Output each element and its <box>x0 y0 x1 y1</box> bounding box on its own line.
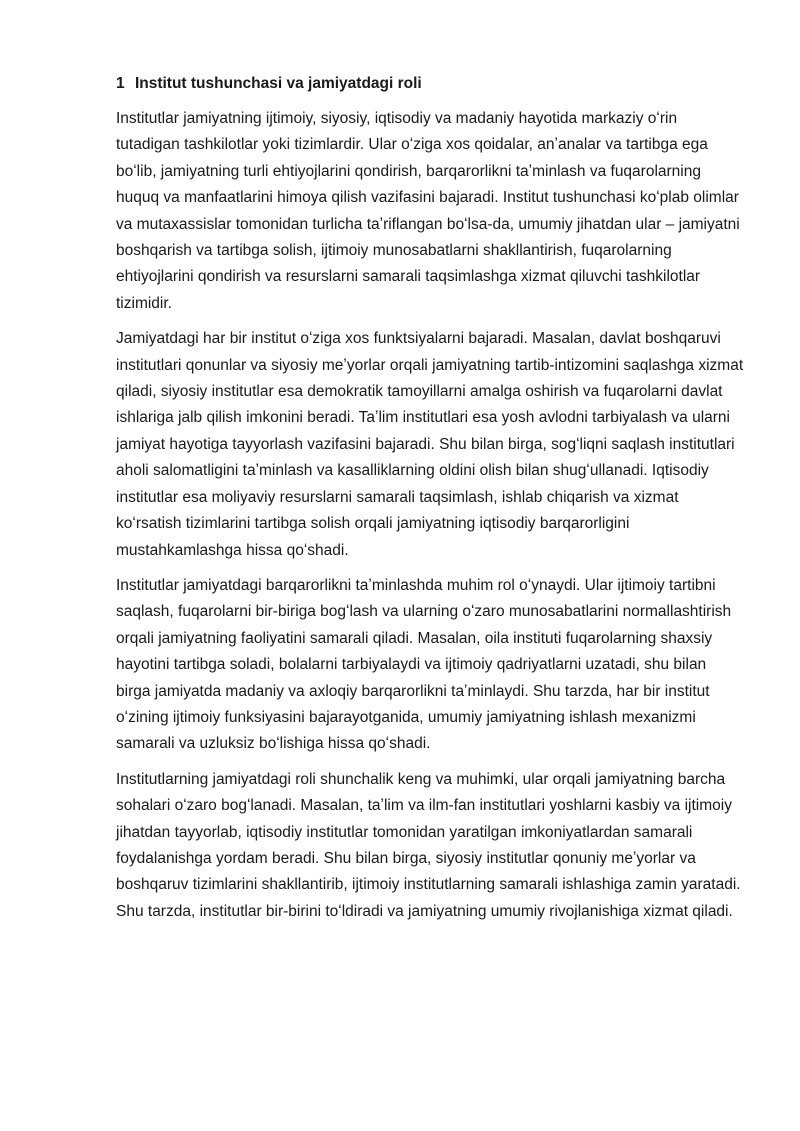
section-heading <box>116 72 744 96</box>
paragraph-3: Institutlar jamiyatdagi barqarorlikni taʼminlashda muhim rol oʻynaydi. Ular ijtimoiy tartibni saqlash, fuqarolarni bir-biriga bogʻlash va ularning oʻzaro munosabatlarini normallashtirish orqali jamiyatning faoliyatini samarali qiladi. Masalan, oila instituti fuqarolarning shaxsiy hayotini tartibga soladi, bolalarni tarbiyalaydi va ijtimoiy qadriyatlarni uzatadi, shu bilan birga jamiyatda madaniy va axloqiy barqarorlikni taʼminlaydi. Shu tarzda, har bir institut oʻzining ijtimoiy funksiyasini bajarayotganida, umumiy jamiyatning ishlash mexanizmi samarali va uzluksiz boʻlishiga hissa qoʻshadi. <box>116 576 732 753</box>
paragraph-2: Jamiyatdagi har bir institut oʻziga xos funktsiyalarni bajaradi. Masalan, davlat boshqaruvi institutlari qonunlar va siyosiy meʼyorlar orqali jamiyatning tartib-intizomini saqlashga xizmat qiladi, siyosiy institutlar esa demokratik tamoyillarni amalga oshirish va fuqarolarni davlat ishlariga jalb qilish imkonini beradi. Taʼlim institutlari esa yosh avlodni tarbiyalash va ularni jamiyat hayotiga tayyorlash vazifasini bajaradi. Shu bilan birga, sogʻliqni saqlash institutlari aholi salomatligini taʼminlash va kasalliklarning oldini olish bilan shugʻullanadi. Iqtisodiy institutlar esa moliyaviy resurslarni samarali taqsimlash, ishlab chiqarish va xizmat koʻrsatish tizimlarini tartibga solish orqali jamiyatning iqtisodiy barqarorligini mustahkamlashga hissa qoʻshadi. <box>116 330 744 559</box>
section-number: 1 <box>116 75 125 92</box>
paragraph-4: Institutlarning jamiyatdagi roli shunchalik keng va muhimki, ular orqali jamiyatning barcha sohalari oʻzaro bogʻlanadi. Masalan, taʼlim va ilm-fan institutlari yoshlarni kasbiy va ijtimoiy jihatdan tayyorlab, iqtisodiy institutlar tomonidan yaratilgan imkoniyatlardan samarali foydalanishga yordam beradi. Shu bilan birga, siyosiy institutlar qonuniy meʼyorlar va boshqaruv tizimlarini shakllantirib, ijtimoiy institutlarning samarali ishlashiga zamin yaratadi. Shu tarzda, institutlar bir-birini toʻldiradi va jamiyatning umumiy rivojlanishiga xizmat qiladi. <box>116 770 741 920</box>
paragraph-1: Institutlar jamiyatning ijtimoiy, siyosiy, iqtisodiy va madaniy hayotida markaziy oʻrin tutadigan tashkilotlar yoki tizimlardir. Ular oʻziga xos qoidalar, anʼanalar va tartibga ega boʻlib, jamiyatning turli ehtiyojlarini qondirish, barqarorlikni taʼminlash va fuqarolarning huquq va manfaatlarini himoya qilish vazifasini bajaradi. Institut tushunchasi koʻplab olimlar va mutaxassislar tomonidan turlicha taʼriflangan boʻlsa-da, umumiy jihatdan ular – jamiyatni boshqarish va tartibga solish, ijtimoiy munosabatlarni shakllantirish, fuqarolarning ehtiyojlarini qondirish va resurslarni samarali taqsimlashga xizmat qiluvchi tashkilotlar tizimidir. <box>116 110 740 312</box>
section-title: Institut tushunchasi va jamiyatdagi roli <box>134 75 422 92</box>
